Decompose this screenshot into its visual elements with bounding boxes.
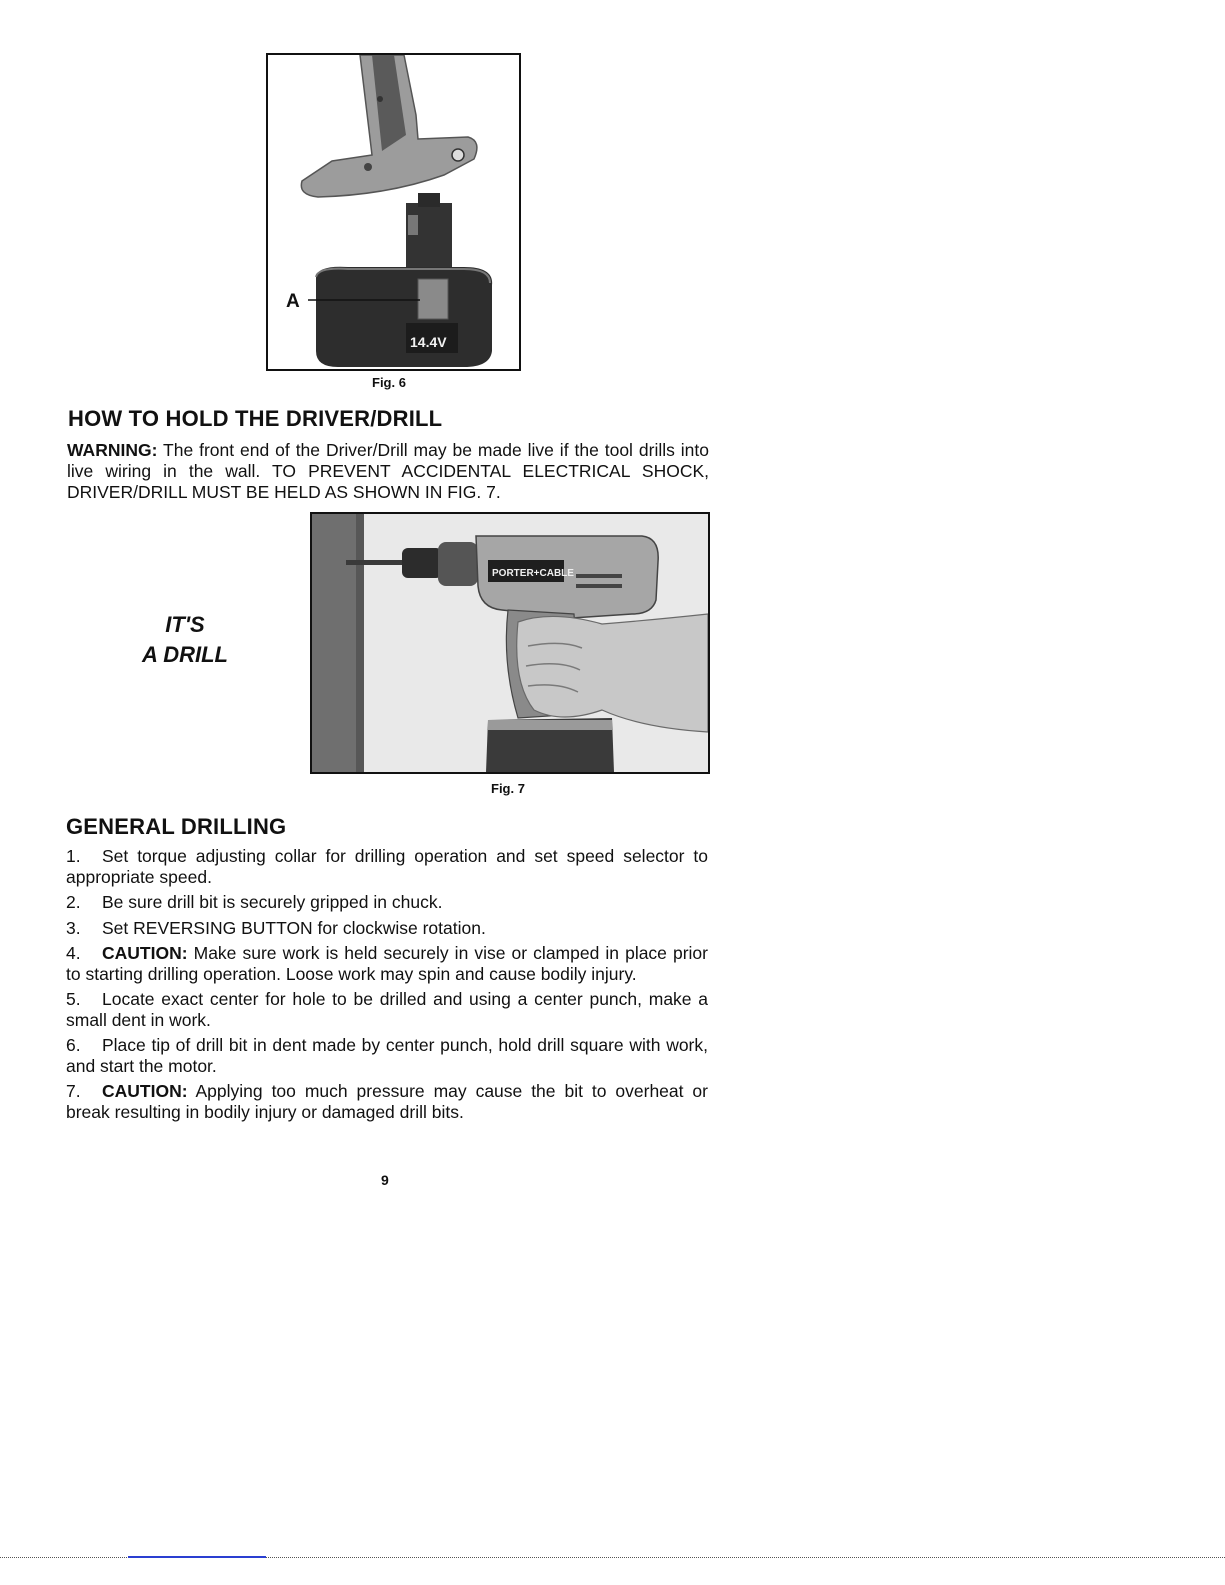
general-drilling-title: GENERAL DRILLING xyxy=(66,814,287,839)
battery-voltage-label: 14.4V xyxy=(410,334,447,350)
step-number: 4. xyxy=(66,943,81,963)
list-item xyxy=(66,918,708,939)
hold-section-title: HOW TO HOLD THE DRIVER/DRILL xyxy=(68,406,443,431)
step-text: Make sure work is held securely in vise or clamped in place prior to starting drilling operation. Loose work may spin and cause bodily injury. xyxy=(66,943,708,984)
drilling-steps-list xyxy=(66,846,708,1127)
list-item xyxy=(66,1081,708,1122)
step-number: 2. xyxy=(66,892,81,912)
figure-7-caption: Fig. 7 xyxy=(491,781,525,796)
step-text: Be sure drill bit is securely gripped in chuck. xyxy=(102,892,443,912)
side-note xyxy=(100,610,270,670)
drill-brand-label: PORTER+CABLE xyxy=(492,568,574,579)
caution-label: CAUTION: xyxy=(102,943,188,963)
step-number: 7. xyxy=(66,1081,81,1101)
step-text: Set torque adjusting collar for drilling operation and set speed selector to appropriate speed. xyxy=(66,846,708,887)
list-item xyxy=(66,1035,708,1076)
figure-6-caption: Fig. 6 xyxy=(372,375,406,390)
warning-text: The front end of the Driver/Drill may be made live if the tool drills into live wiring in the wall. TO PREVENT ACCIDENTAL ELECTRICAL SHOCK, DRIVER/DRILL MUST BE HELD AS SHOWN IN FIG. 7. xyxy=(67,440,709,502)
warning-paragraph xyxy=(67,440,709,503)
figure-6-battery-photo xyxy=(266,53,521,371)
drill-battery-illustration xyxy=(268,55,519,369)
figure-7-holding-drill-photo xyxy=(310,512,710,774)
step-number: 6. xyxy=(66,1035,81,1055)
step-number: 3. xyxy=(66,917,81,938)
hand-holding-drill-illustration xyxy=(312,514,708,772)
side-note-line-1: IT'S xyxy=(165,612,205,637)
step-number: 5. xyxy=(66,989,81,1009)
page-number: 9 xyxy=(381,1172,389,1188)
step-text: Applying too much pressure may cause the bit to overheat or break resulting in bodily injury or damaged drill bits. xyxy=(66,1081,708,1122)
callout-a-label: A xyxy=(286,291,300,312)
step-text: Set REVERSING BUTTON for clockwise rotation. xyxy=(102,917,486,938)
caution-label: CAUTION: xyxy=(102,1081,188,1101)
list-item xyxy=(66,846,708,887)
warning-label: WARNING: xyxy=(67,440,158,460)
list-item xyxy=(66,989,708,1030)
list-item xyxy=(66,943,708,984)
list-item xyxy=(66,892,708,913)
step-number: 1. xyxy=(66,846,81,866)
step-text: Place tip of drill bit in dent made by center punch, hold drill square with work, and start the motor. xyxy=(66,1035,708,1076)
step-text: Locate exact center for hole to be drilled and using a center punch, make a small dent in work. xyxy=(66,989,708,1030)
side-note-line-2: A DRILL xyxy=(142,642,228,667)
bottom-link-underline xyxy=(128,1556,266,1558)
